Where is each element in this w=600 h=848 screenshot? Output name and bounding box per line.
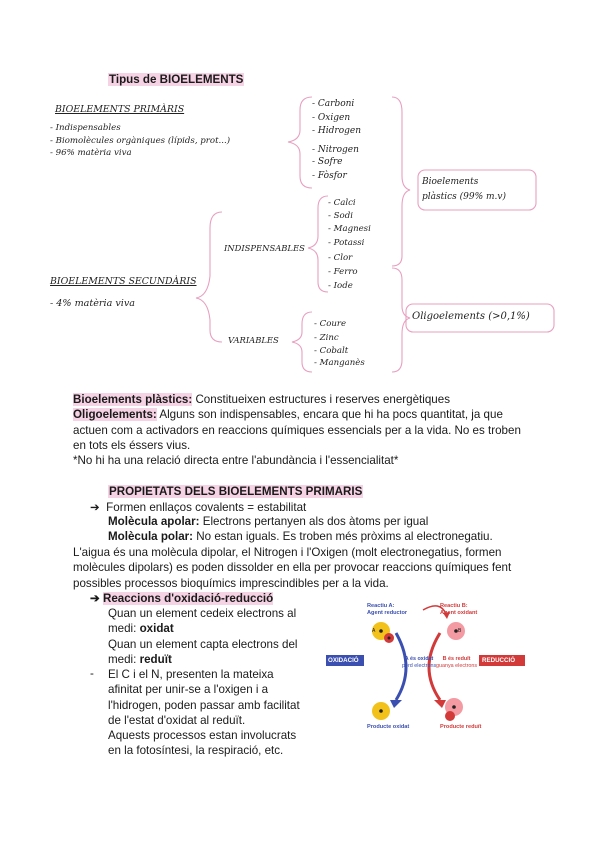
indispensable-element: - Iode [328, 281, 353, 291]
primary-element: - Fòsfor [312, 171, 347, 181]
cn-paragraph: El C i el N, presenten la mateixa afinitat per unir-se a l'oxigen i a l'hidrogen, poden passar amb facilitat de l'estat d'oxidat al reduït. Aquests processos estan involucrats en la fotosíntesi, la respiració, etc. [108, 668, 300, 758]
oligo-definition: Oligoelements: Alguns son indispensables, encara que hi ha pocs quantitat, ja que actuen com a activadors en reaccions químiques essencials per a la vida. No es troben en tots els éssers vius. [73, 408, 521, 452]
bullet-covalent: ➔ Formen enllaços covalents = estabilitat [90, 501, 307, 514]
primary-element: - Nitrogen [312, 145, 359, 155]
indispensable-element: - Sodi [328, 211, 353, 221]
plastics-box-line: plàstics (99% m.v) [422, 192, 507, 202]
indispensable-element: - Calci [328, 198, 356, 208]
variable-element: - Zinc [314, 333, 339, 343]
plastics-box-line: Bioelements [422, 177, 479, 187]
a-oxidat-label: A és oxidat perd electrons [402, 656, 437, 669]
primaris-item: - 96% matèria viva [50, 148, 132, 158]
oxidacio-label: OXIDACIÓ [328, 657, 359, 664]
primaris-item: - Indispensables [50, 123, 121, 133]
reactiu-b-label: Reactiu B: Agent oxidant [440, 603, 478, 616]
reduccio-label: REDUCCIÓ [482, 657, 516, 664]
plastics-definition: Bioelements plàstics: Constitueixen estructures i reserves energètiques [73, 393, 450, 406]
primaris-heading: BIOELEMENTS PRIMÀRIS [55, 104, 185, 115]
page-title: Tipus de BIOELEMENTS [109, 73, 244, 86]
secundaris-heading: BIOELEMENTS SECUNDÀRIS [50, 276, 197, 287]
variables-label: VARIABLES [228, 335, 279, 345]
indispensables-label: INDISPENSABLES [224, 243, 305, 253]
arrow-icon: ➔ [90, 592, 100, 605]
atom-a-letter: A [372, 628, 376, 634]
electron [445, 711, 455, 721]
primary-element: - Sofre [312, 157, 343, 167]
indispensable-element: - Clor [328, 253, 353, 263]
variable-element: - Manganès [314, 358, 365, 368]
water-paragraph: L'aigua és una molècula dipolar, el Nitrogen i l'Oxigen (molt electronegatius, formen molècules dipolars) es poden dissolder en ella per provocar reaccions químiques fent possibles processos bioquímics imprescindibles per a la vida. [73, 546, 512, 590]
indispensable-element: - Magnesi [328, 224, 371, 234]
oligo-term: Oligoelements: [73, 408, 157, 422]
indispensable-element: - Ferro [328, 267, 358, 277]
producte-oxidat-label: Producte oxidat [367, 724, 410, 730]
primary-element: - Carboni [312, 99, 355, 109]
dash-marker: - [90, 667, 94, 680]
apolar-line: Molècula apolar: Electrons pertanyen als dos àtoms per igual [108, 515, 429, 528]
variable-element: - Coure [314, 319, 347, 329]
primary-element: - Hidrogen [312, 126, 361, 136]
arrow-icon: ➔ [90, 501, 100, 514]
atom-b-letter: B [458, 628, 462, 634]
variable-element: - Cobalt [314, 346, 349, 356]
plastics-term: Bioelements plàstics: [73, 393, 193, 406]
b-reduit-label: B és reduït guanya electrons [436, 656, 478, 669]
producte-reduit-label: Producte reduït [440, 724, 482, 730]
secundaris-item: - 4% matèria viva [50, 298, 135, 309]
note: *No hi ha una relació directa entre l'abundància i l'essencialitat* [73, 454, 399, 468]
polar-line: Molècula polar: No estan iguals. Es troben més pròxims al electronegatiu. [108, 530, 493, 543]
primary-element: - Oxigen [312, 113, 351, 123]
oligo-box: Oligoelements (>0,1%) [412, 311, 530, 322]
redox-heading: ➔ Reaccions d'oxidació-reducció [90, 592, 274, 605]
indispensable-element: - Potassi [328, 238, 365, 248]
reactiu-a-label: Reactiu A: Agent reductor [367, 603, 408, 616]
section-heading: PROPIETATS DELS BIOELEMENTS PRIMARIS [109, 485, 363, 498]
primaris-item: - Biomolècules orgàniques (lípids, prot...) [50, 136, 231, 146]
redox-text: Quan un element cedeix electrons al medi: oxidat Quan un element capta electrons del medi: reduït [108, 607, 298, 666]
